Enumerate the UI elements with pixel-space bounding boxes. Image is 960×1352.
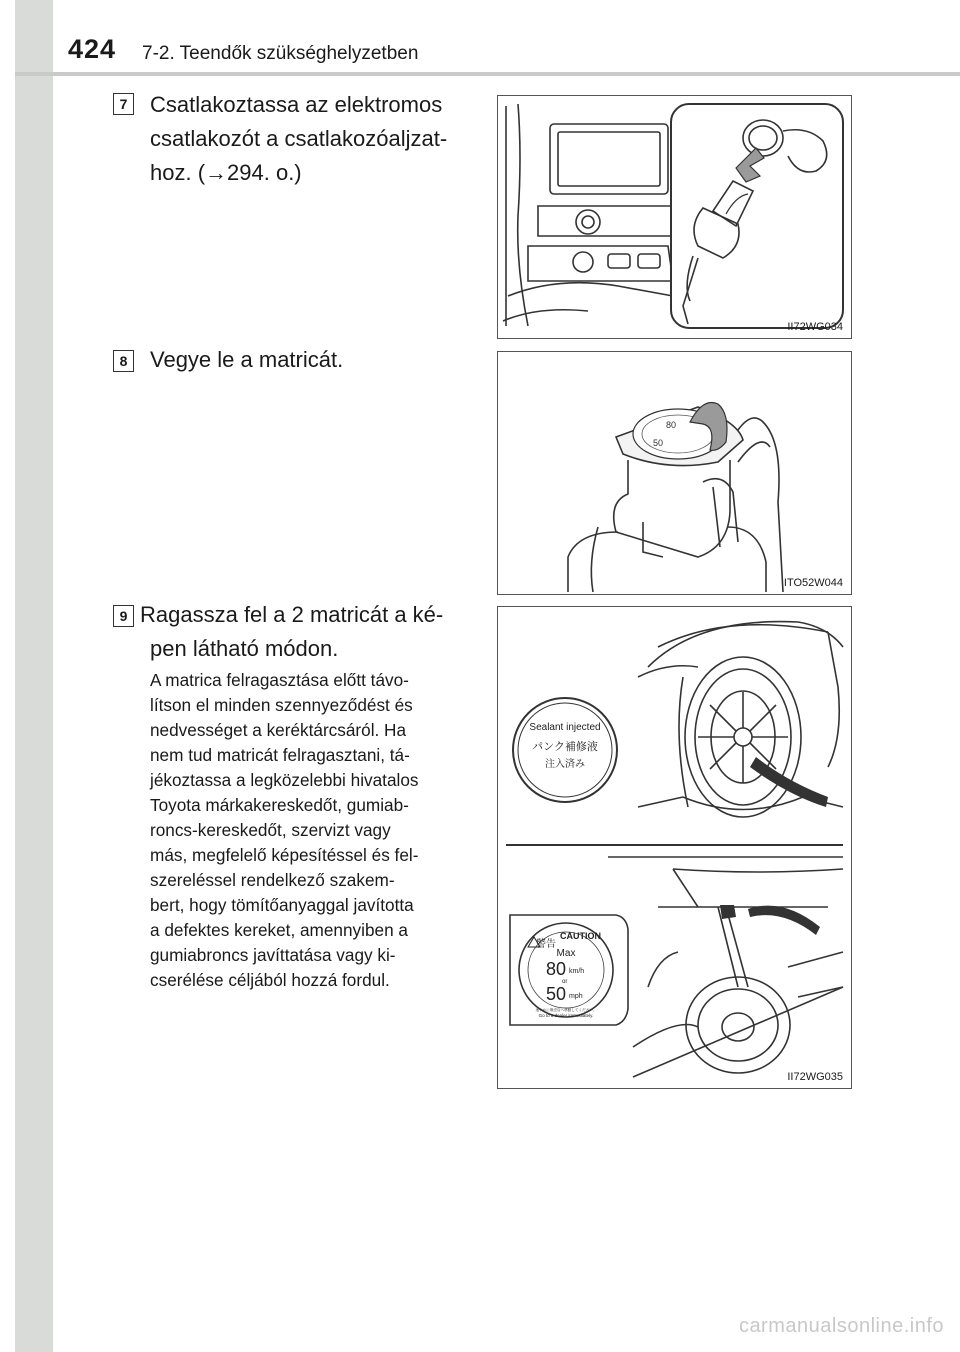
- note-line: a defektes kereket, amennyiben a: [150, 920, 408, 940]
- note-line: bert, hogy tömítőanyaggal javította: [150, 895, 414, 915]
- step-number-8: 8: [113, 350, 134, 372]
- note-line: roncs-kereskedőt, szervizt vagy: [150, 820, 391, 840]
- sticker-unit-kmh: km/h: [569, 968, 585, 975]
- connect-plug-illustration: [498, 96, 851, 338]
- step-number-7: 7: [113, 93, 134, 115]
- header-rule: [15, 72, 960, 76]
- step-number-9: 9: [113, 605, 134, 627]
- note-line: cserélése céljából hozzá fordul.: [150, 970, 390, 990]
- note-line: szereléssel rendelkező szakem-: [150, 870, 395, 890]
- page-number: 424: [68, 34, 117, 64]
- chapter-title: 7-2. Teendők szükséghelyzetben: [142, 43, 419, 64]
- figure-apply-stickers: [497, 606, 852, 1089]
- sticker-or-label: or: [562, 979, 568, 985]
- figure-code: II72WG035: [787, 1071, 843, 1083]
- sticker-sealant-jp2: 注入済み: [545, 759, 585, 770]
- site-footer: carmanualsonline.info: [738, 1315, 944, 1337]
- apply-stickers-illustration: [498, 607, 851, 1088]
- figure-remove-sticker: [497, 351, 852, 595]
- sticker-speed-mph: 50: [546, 984, 567, 1004]
- sticker-max-label: Max: [556, 948, 576, 959]
- sticker-en-notice: Go to a dealer immediately.: [538, 1013, 594, 1018]
- sticker-caution-label: CAUTION: [560, 931, 601, 941]
- mini-sticker-speed-mph: 50: [653, 438, 664, 448]
- note-line: más, megfelelő képesítéssel és fel-: [150, 845, 419, 865]
- remove-sticker-illustration: [498, 352, 851, 594]
- step-7-text: [150, 88, 478, 190]
- sticker-warning-label: 警告: [536, 939, 556, 950]
- note-line: A matrica felragasztása előtt távo-: [150, 670, 409, 690]
- note-line: Toyota márkakereskedőt, gumiab-: [150, 795, 409, 815]
- mini-sticker-speed-kmh: 80: [666, 420, 677, 430]
- sticker-sealant-en: Sealant injected: [529, 722, 601, 733]
- sticker-sealant-jp1: パンク補修液: [532, 740, 598, 753]
- step-8-text: [150, 343, 478, 377]
- interior-drawing: [608, 857, 843, 1077]
- step-7-line: hoz. (→294. o.): [150, 160, 302, 185]
- figure-connect-plug: [497, 95, 852, 339]
- note-line: gumiabroncs javíttatása vagy ki-: [150, 945, 396, 965]
- note-line: jékoztassa a legközelebbi hivatalos: [150, 770, 419, 790]
- side-bar: [15, 0, 53, 1352]
- step-7-line: Csatlakoztassa az elektromos: [150, 92, 443, 117]
- figure-code: II72WG034: [787, 321, 843, 333]
- note-line: lítson el minden szennyeződést és: [150, 695, 413, 715]
- sticker-speed-kmh: 80: [546, 959, 567, 979]
- sticker-sealant: [513, 698, 617, 802]
- step-9-line: pen látható módon.: [150, 636, 339, 661]
- figure-code: ITO52W044: [783, 577, 843, 589]
- wheel-drawing: [638, 622, 843, 817]
- step-7-line: csatlakozót a csatlakozóaljzat-: [150, 126, 448, 151]
- step-8-line: Vegye le a matricát.: [150, 347, 344, 372]
- sticker-caution: [510, 915, 628, 1025]
- step-9-note: [150, 668, 478, 993]
- sticker-jp-notice: 速やかに販売店へ移動してください。: [535, 1008, 597, 1012]
- note-line: nedvességet a keréktárcsáról. Ha: [150, 720, 407, 740]
- step-9-line: Ragassza fel a 2 matricát a ké-: [140, 602, 444, 627]
- sticker-unit-mph: mph: [569, 993, 583, 1000]
- note-line: nem tud matricát felragasztani, tá-: [150, 745, 410, 765]
- step-9-text: [140, 598, 478, 666]
